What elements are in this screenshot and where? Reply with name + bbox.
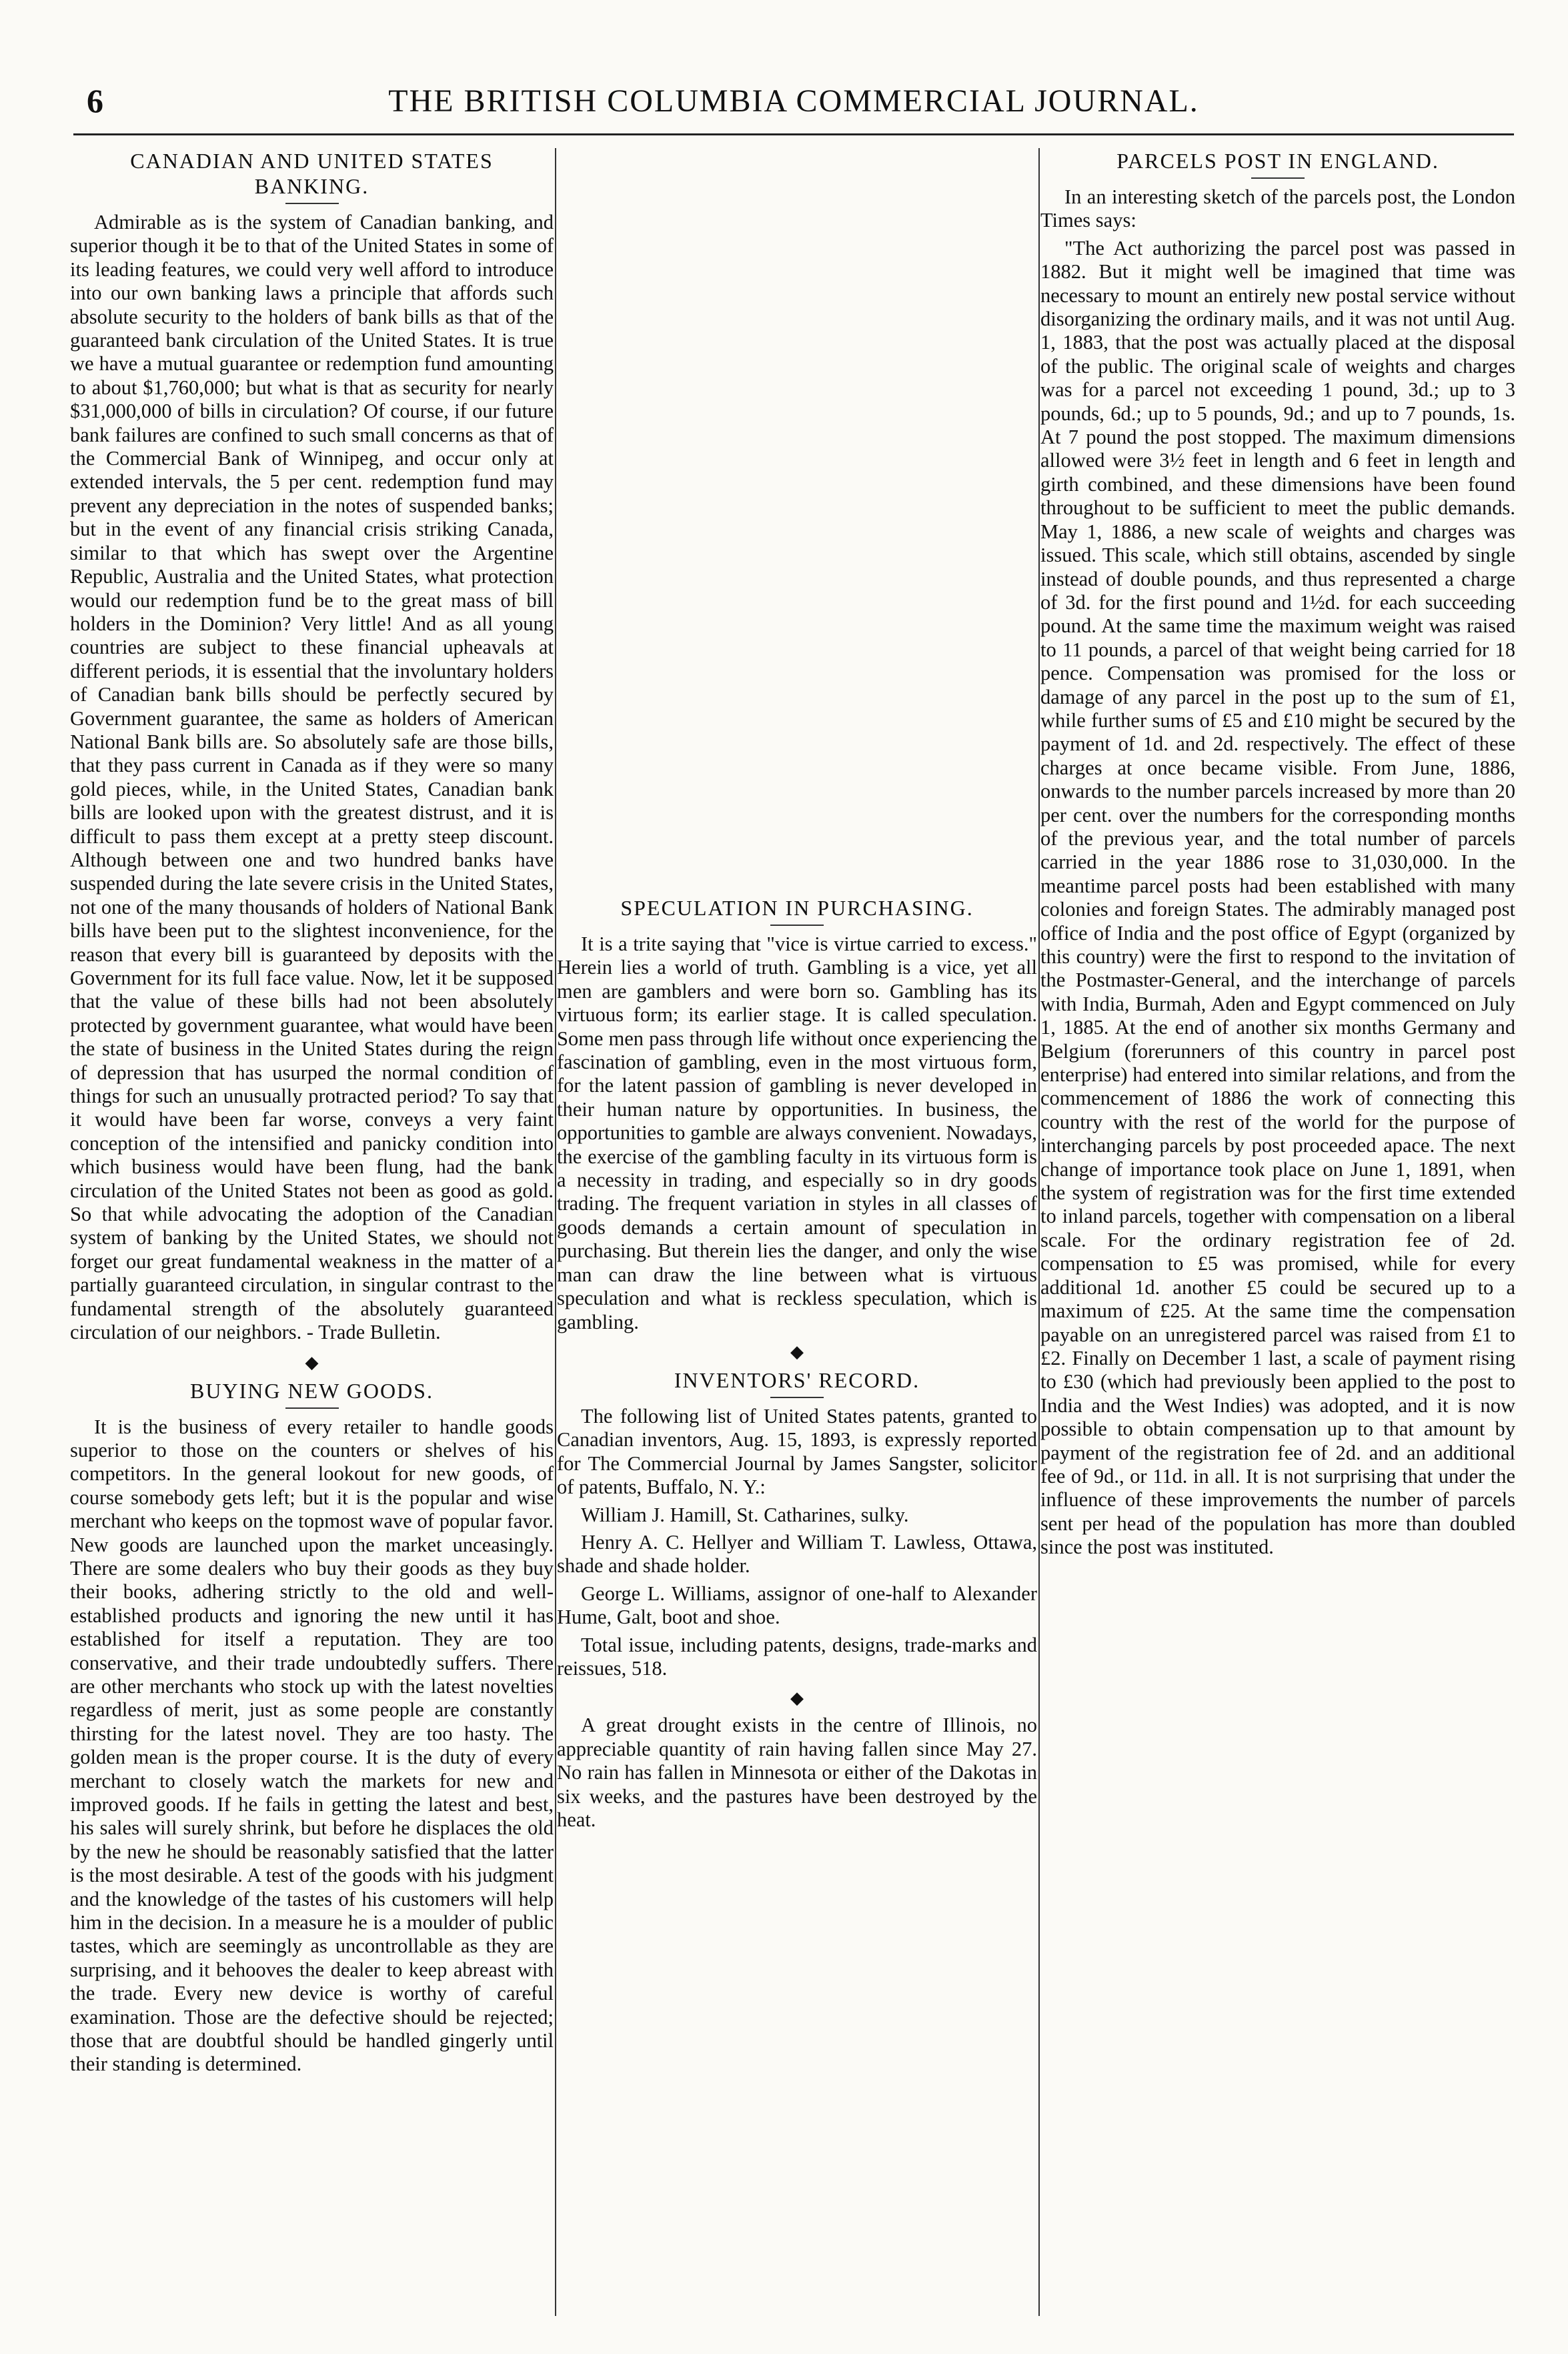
- section-separator: ◆: [790, 1341, 804, 1361]
- parcels-paragraph: "The Act authorizing the parcel post was passed in 1882. But it might well be imagined that time was necessary to mount an entirely new postal service without disorganizing the ordinary mails, and it was not until Aug. 1, 1883, that the post was actually placed at the disposal of the public. The original scale of weights and charges was for a parcel not exceeding 1 pound, 3d.; up to 3 pounds, 6d.; up to 5 pounds, 9d.; and up to 7 pounds, 1s. At 7 pound the post stopped. The maximum dimensions allowed were 3½ feet in length and 6 feet in length and girth combined, and these dimensions have been found throughout to be sufficient to meet the public demands. May 1, 1886, a new scale of weights and charges was issued. This scale, which still obtains, ascended by single instead of double pounds, and thus represented a charge of 3d. for the first pound and 1½d. for each succeeding pound. At the same time the maximum weight was raised to 11 pounds, a parcel of that weight being carried for 18 pence. Compensation was promised for the loss or damage of any parcel in the post up to the sum of £1, while further sums of £5 and £10 might be secured by the payment of 1d. and 2d. respectively. The effect of these charges at once became visible. From June, 1886, onwards to the number parcels increased by more than 20 per cent. over the numbers for the corresponding months of the previous year, and the total number of parcels carried in the year 1886 rose to 31,030,000. In the meantime parcel posts had been established with many colonies and foreign States. The admirably managed post office of India and the post office of Egypt (organized by this country) were the first to respond to the invitation of the Postmaster-General, and the interchange of parcels with India, Burmah, Aden and Egypt commenced on July 1, 1885. At the end of another six months Germany and Belgium (forerunners of this country in parcel post enterprise) had entered into similar relations, and from the commencement of 1886 the work of connecting this country with the rest of the world for the purpose of interchanging parcels by post proceeded apace. The next change of importance took place on June 1, 1891, when the system of registration was for the first time extended to inland parcels, together with compensation on a liberal scale. For the ordinary registration fee of 2d. compensation to £5 was promised, while for every additional 1d. another £5 could be secured up to a maximum of £25. At the same time the compensation payable on an unregistered parcel was raised from £1 to £2. Finally on December 1 last, a scale of payment rising to £30 (which had previously been applied to the post to India and the West Indies) was adopted, and it is now possible to obtain compensation up to that amount by payment of the registration fee of 2d. and an additional fee of 9d., or 11d. in all. It is not surprising that under the influence of these improvements the number of parcels sent per head of the population has more than doubled since the post was instituted.: [1040, 236, 1515, 1559]
- buying-title: BUYING NEW GOODS.: [190, 1378, 434, 1403]
- speculation-paragraph: It is a trite saying that "vice is virtue carried to excess." Herein lies a world of truth. Gambling is a vice, yet all men are gamblers and were born so. Gambling has its virtuous form; its earlier stage. It is called speculation. Some men pass through life without once experiencing the fascination of gambling, even in the most virtuous form, for the latent passion of gambling is never developed in their human nature by opportunities. In business, the opportunities to gamble are always convenient. Nowadays, the exercise of the gambling faculty in its virtuous form is a necessity in trading, and especially so in dry goods trading. The frequent variation in styles in all classes of goods demands a certain amount of speculation in purchasing. But therein lies the danger, and only the wise man can draw the line between what is virtuous speculation and what is reckless speculation, which is gambling.: [557, 933, 1037, 1333]
- title-rule: [770, 1397, 824, 1398]
- section-separator: ◆: [790, 1688, 804, 1708]
- title-rule: [285, 1407, 339, 1409]
- column-divider: [1038, 148, 1040, 2316]
- inventors-total: Total issue, including patents, designs, trade-marks and reissues, 518.: [557, 1633, 1037, 1680]
- title-rule: [285, 203, 339, 204]
- parcels-title: PARCELS POST IN ENGLAND.: [1116, 149, 1439, 173]
- page-number: 6: [87, 82, 103, 119]
- buying-paragraph: It is the business of every retailer to handle goods superior to those on the counters or shelves of his competitors. In the general lookout for new goods, of course somebody gets left; but it is the popular and wise merchant who keeps on the topmost wave of popular favor. New goods are launched upon the market unceasingly. There are some dealers who buy their goods as they buy their books, adhering strictly to the old and well-established products and ignoring the new until it has established for itself a reputation. They are too conservative, and their trade undoubtedly suffers. There are other merchants who stock up with the latest novelties regardless of merit, just as some people are constantly thirsting for the latest novel. They are too hasty. The golden mean is the proper course. It is the duty of every merchant to closely watch the markets for new and improved goods. If he fails in getting the latest and best, his sales will surely shrink, but before he displaces the old by the new he should be reasonably satisfied that the latter is the most desirable. A test of the goods with his judgment and the knowledge of the tastes of his customers will help him in the decision. In a measure he is a moulder of public tastes, which are seemingly as uncontrollable as they are surprising, and it behooves the dealer to keep abreast with the trade. Every new device is worthy of careful examination. Those are the defective should be rejected; those that are doubtful should be handled gingerly until their standing is determined.: [70, 1415, 554, 2076]
- inventors-title: INVENTORS' RECORD.: [674, 1367, 920, 1392]
- column-1: [70, 148, 554, 2316]
- masthead: [73, 81, 1514, 121]
- header-rule: [73, 133, 1514, 135]
- banking-title: CANADIAN AND UNITED STATES BANKING.: [130, 149, 494, 198]
- column-3: [1040, 148, 1515, 2316]
- parcels-intro: In an interesting sketch of the parcels post, the London Times says:: [1040, 185, 1515, 232]
- column-2: [557, 148, 1037, 2316]
- inventors-paragraph: The following list of United States patents, granted to Canadian inventors, Aug. 15, 1893, is expressly reported for The Commercial Journal by James Sangster, solicitor of patents, Buffalo, N. Y.:: [557, 1404, 1037, 1499]
- inventors-entry: George L. Williams, assignor of one-half to Alexander Hume, Galt, boot and shoe.: [557, 1582, 1037, 1629]
- drought-paragraph: A great drought exists in the centre of Illinois, no appreciable quantity of rain having fallen since May 27. No rain has fallen in Minnesota or either of the Dakotas in six weeks, and the pastures have been destroyed by the heat.: [557, 1714, 1037, 1831]
- section-separator: ◆: [305, 1352, 319, 1372]
- title-rule: [1251, 177, 1305, 179]
- speculation-title: SPECULATION IN PURCHASING.: [620, 896, 974, 920]
- journal-title: THE BRITISH COLUMBIA COMMERCIAL JOURNAL.: [388, 83, 1199, 119]
- banking-paragraph: Admirable as is the system of Canadian banking, and superior though it be to that of the United States in some of its leading features, we could very well afford to introduce into our own banking laws a principle that affords such absolute security to the holders of bank bills as that of the guaranteed bank circulation of the United States. It is true we have a mutual guarantee or redemption fund amounting to about $1,760,000; but what is that as security for nearly $31,000,000 of bills in circulation? Of course, if our future bank failures are confined to such small concerns as that of the Commercial Bank of Winnipeg, and occur only at extended intervals, the 5 per cent. redemption fund may prevent any depreciation in the notes of suspended banks; but in the event of any financial crisis striking Canada, similar to that which has swept over the Argentine Republic, Australia and the United States, what protection would our redemption fund be to the great mass of bill holders in the Dominion? Very little! And as all young countries are subject to these financial upheavals at different periods, it is essential that the involuntary holders of Canadian bank bills should be perfectly secured by Government guarantee, the same as holders of American National Bank bills are. So absolutely safe are those bills, that they pass current in Canada as if they were so many gold pieces, while, in the United States, Canadian bank bills are looked upon with the greatest distrust, and it is difficult to pass them except at a pretty steep discount. Although between one and two hundred banks have suspended during the late severe crisis in the United States, not one of the many thousands of holders of National Bank bills have been put to the slightest inconvenience, for the reason that every bill is guaranteed by deposits with the Government for its full face value. Now, let it be supposed that the value of these bills had not been absolutely protected by government guarantee, what would have been the state of business in the United States during the reign of depression that has usurped the normal condition of things for such an unusually protracted period? To say that it would have been far worse, conveys a very faint conception of the intensified and panicky condition into which business would have been flung, had the bank circulation of the United States not been as good as gold. So that while advocating the adoption of the Canadian system of banking by the United States, we should not forget our great fundamental weakness in the matter of a partially guaranteed circulation, in singular contrast to the fundamental strength of the absolutely guaranteed circulation of our neighbors. - Trade Bulletin.: [70, 211, 554, 1344]
- inventors-entry: William J. Hamill, St. Catharines, sulky.: [581, 1503, 909, 1526]
- column-divider: [555, 148, 556, 2316]
- inventors-entry: Henry A. C. Hellyer and William T. Lawless, Ottawa, shade and shade holder.: [557, 1530, 1037, 1578]
- title-rule: [770, 925, 824, 926]
